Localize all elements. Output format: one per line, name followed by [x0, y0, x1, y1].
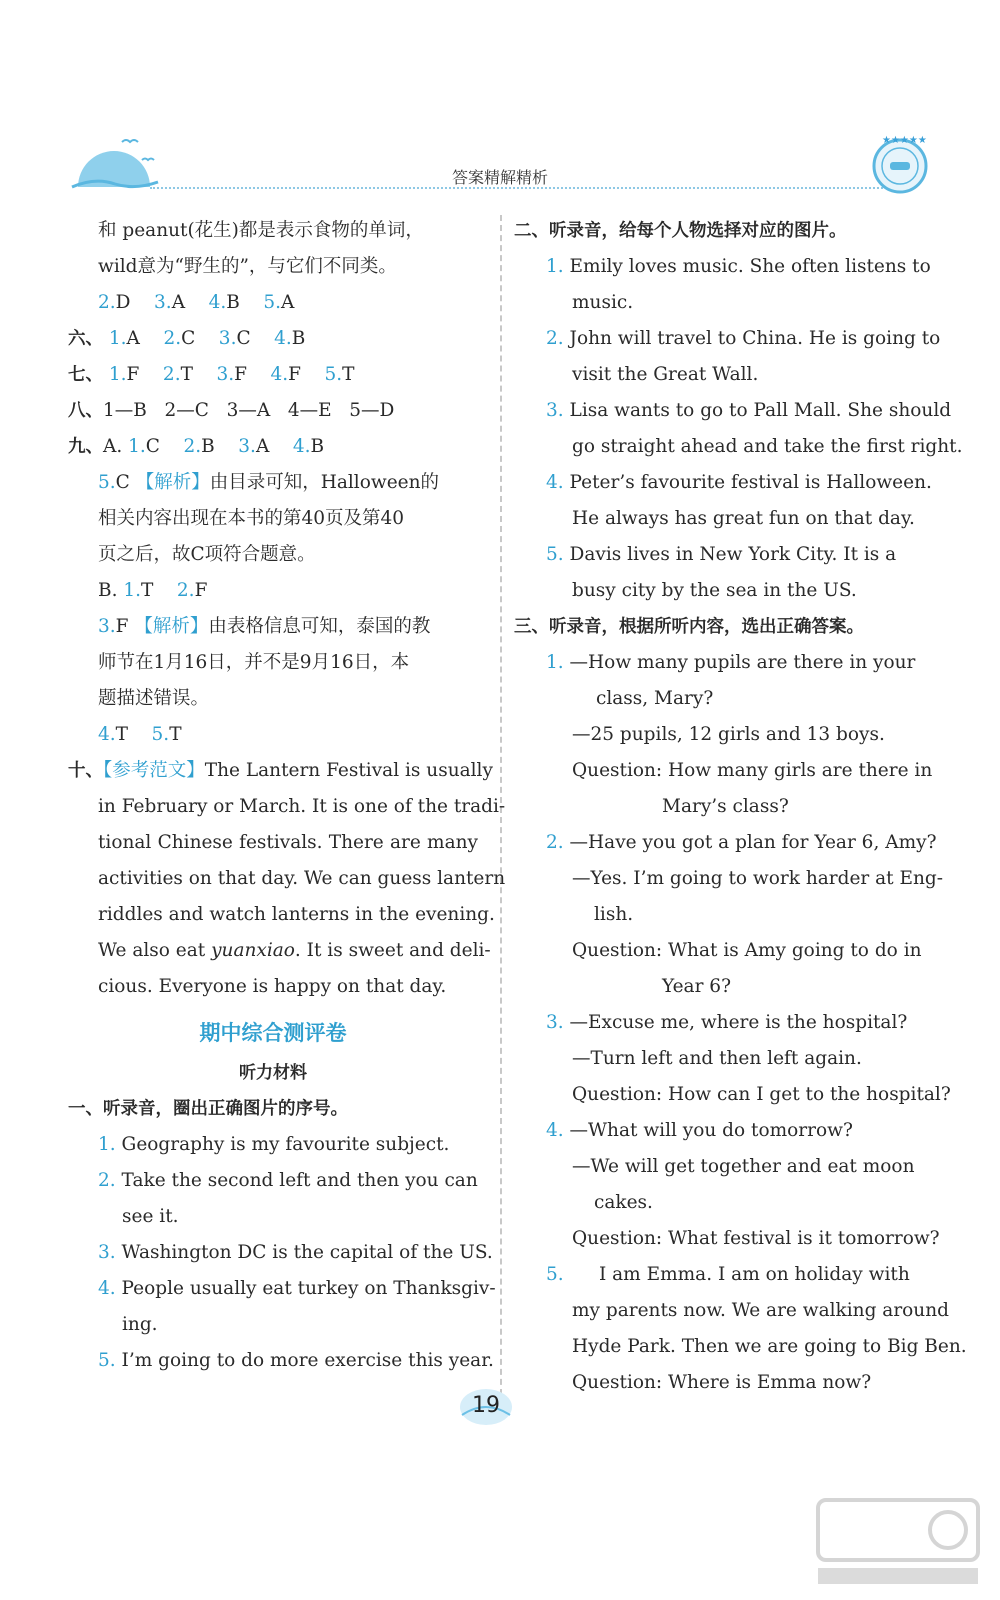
sample-essay-tag: 【参考范文】: [103, 760, 205, 781]
essay-line: cious. Everyone is happy on that day.: [98, 976, 447, 997]
text-line: 和 peanut(花生)都是表示食物的单词，: [98, 220, 424, 241]
answer-row-b: B. 1.T 2.F: [98, 580, 208, 601]
midterm-title: 期中综合测评卷: [199, 1021, 347, 1045]
dialogue-cont: class, Mary?: [596, 688, 714, 709]
section-heading: 三、听录音，根据所听内容，选出正确答案。: [514, 617, 864, 637]
passage-cont: my parents now. We are walking around: [572, 1300, 949, 1321]
answer-row-nine: 九、A. 1.C 2.B 3.A 4.B: [68, 436, 325, 457]
list-item: 2. Take the second left and then you can: [98, 1170, 478, 1191]
list-item: 1. Emily loves music. She often listens to: [546, 256, 931, 277]
essay-line: in February or March. It is one of the tradi-: [98, 796, 506, 817]
list-item: 5. I’m going to do more exercise this year.: [98, 1350, 494, 1371]
list-item-cont: go straight ahead and take the first right.: [572, 436, 963, 457]
page-header: [0, 0, 1000, 200]
passage-cont: Hyde Park. Then we are going to Big Ben.: [572, 1336, 967, 1357]
explanation-line: 5.C 【解析】由目录可知，Halloween的: [98, 472, 440, 493]
list-item-cont: see it.: [122, 1206, 179, 1227]
list-item: 3. Washington DC is the capital of the US.: [98, 1242, 493, 1263]
listening-title: 听力材料: [239, 1063, 307, 1083]
list-item: 3. Lisa wants to go to Pall Mall. She should: [546, 400, 952, 421]
list-item: 2. John will travel to China. He is going to: [546, 328, 941, 349]
brand-seal-icon: [868, 132, 932, 196]
header-title: 答案精解精析: [451, 168, 548, 187]
dialogue-line: 1. —How many pupils are there in your: [546, 652, 916, 673]
answer-row: 4.T 5.T: [98, 724, 182, 745]
watermark-logo-icon: [808, 1490, 988, 1590]
question-line: Question: How many girls are there in: [572, 760, 933, 781]
list-item-cont: ing.: [122, 1314, 158, 1335]
list-item-cont: music.: [572, 292, 634, 313]
answer-row: 2.D 3.A 4.B 5.A: [98, 292, 295, 313]
dialogue-cont: cakes.: [594, 1192, 653, 1213]
essay-first-line: 十、【参考范文】The Lantern Festival is usually: [68, 760, 493, 781]
page-number: [456, 1385, 516, 1429]
text-line: 题描述错误。: [98, 688, 210, 709]
dialogue-line: —Yes. I’m going to work harder at Eng-: [572, 868, 943, 889]
essay-line: riddles and watch lanterns in the evening.: [98, 904, 495, 925]
question-line: Question: What festival is it tomorrow?: [572, 1228, 940, 1249]
list-item-cont: visit the Great Wall.: [572, 364, 759, 385]
question-line: Question: What is Amy going to do in: [572, 940, 922, 961]
essay-line: tional Chinese festivals. There are many: [98, 832, 478, 853]
passage-line: 5. I am Emma. I am on holiday with: [546, 1264, 910, 1285]
list-item: 4. People usually eat turkey on Thanksgiv-: [98, 1278, 496, 1299]
dialogue-line: 4. —What will you do tomorrow?: [546, 1120, 853, 1141]
dialogue-cont: lish.: [594, 904, 634, 925]
right-column: [514, 213, 967, 1401]
dialogue-line: —Turn left and then left again.: [572, 1048, 862, 1069]
text-line: wild意为“野生的”，与它们不同类。: [98, 256, 397, 277]
list-item: 4. Peter’s favourite festival is Halloween.: [546, 472, 932, 493]
essay-line: activities on that day. We can guess lantern: [98, 868, 506, 889]
section-heading: 二、听录音，给每个人物选择对应的图片。: [514, 221, 847, 241]
answer-row-seven: 七、 1.F 2.T 3.F 4.F 5.T: [68, 364, 355, 385]
explanation-line: 3.F 【解析】由表格信息可知，泰国的教: [98, 616, 431, 637]
left-column: [68, 213, 506, 1379]
svg-text:★★★★★: ★★★★★: [882, 135, 927, 146]
question-cont: Year 6?: [662, 976, 731, 997]
list-item-cont: busy city by the sea in the US.: [572, 580, 857, 601]
essay-line: We also eat yuanxiao. It is sweet and deli-: [98, 940, 491, 961]
analysis-tag: 【解析】: [134, 616, 209, 637]
dialogue-line: 3. —Excuse me, where is the hospital?: [546, 1012, 908, 1033]
text-line: 页之后，故C项符合题意。: [98, 544, 316, 565]
page-number-text: 19: [472, 1393, 500, 1418]
list-item: 1. Geography is my favourite subject.: [98, 1134, 450, 1155]
list-item-cont: He always has great fun on that day.: [572, 508, 915, 529]
text-line: 相关内容出现在本书的第40页及第40: [98, 508, 405, 529]
dialogue-line: 2. —Have you got a plan for Year 6, Amy?: [546, 832, 937, 853]
question-line: Question: How can I get to the hospital?: [572, 1084, 951, 1105]
dialogue-line: —We will get together and eat moon: [572, 1156, 915, 1177]
dialogue-line: —25 pupils, 12 girls and 13 boys.: [572, 724, 885, 745]
question-cont: Mary’s class?: [662, 796, 789, 817]
answer-row-six: 六、 1.A 2.C 3.C 4.B: [68, 328, 306, 349]
section-heading: 一、听录音，圈出正确图片的序号。: [68, 1099, 348, 1119]
answer-row-eight: 八、1—B 2—C 3—A 4—E 5—D: [68, 400, 395, 421]
analysis-tag: 【解析】: [135, 472, 210, 493]
text-line: 师节在1月16日，并不是9月16日，本: [98, 652, 410, 673]
question-line: Question: Where is Emma now?: [572, 1372, 872, 1393]
list-item: 5. Davis lives in New York City. It is a: [546, 544, 897, 565]
